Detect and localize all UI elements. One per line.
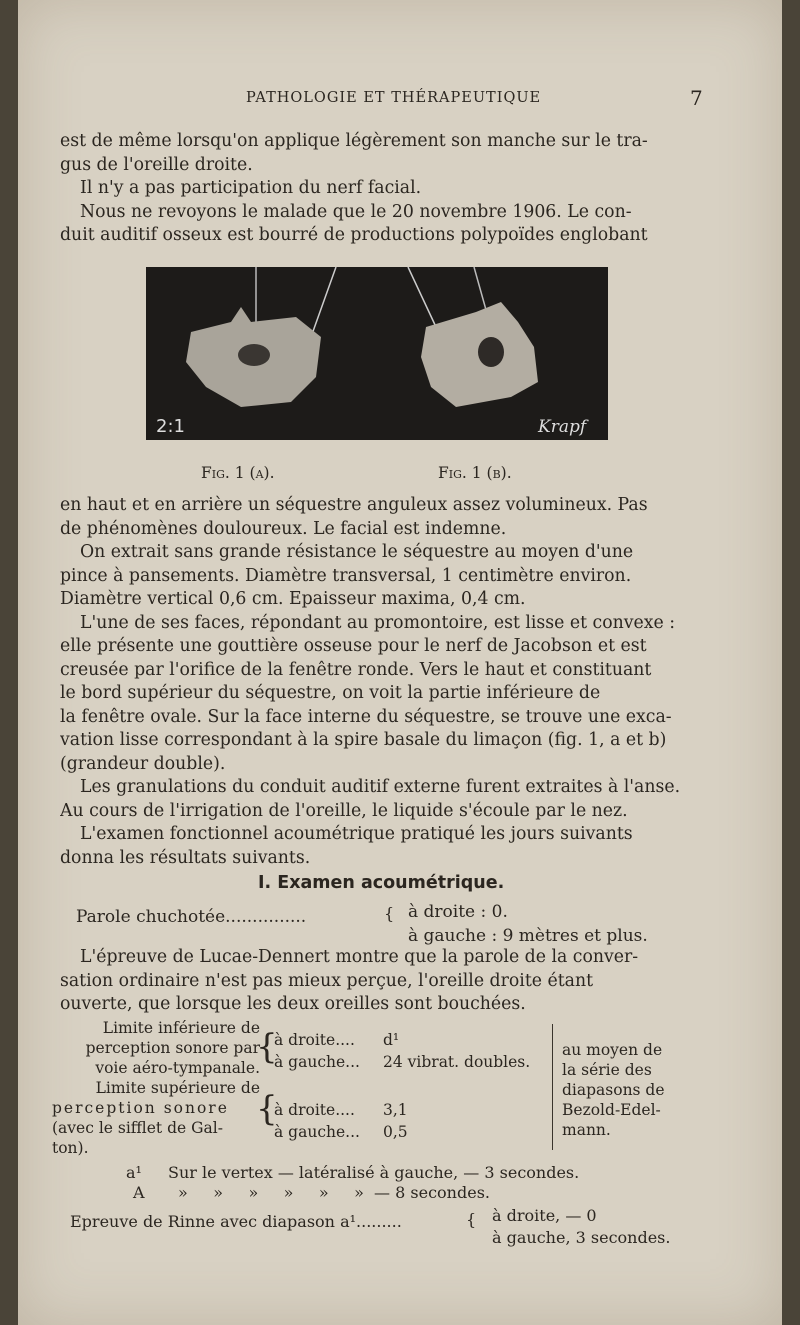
paragraph-intro bbox=[60, 130, 700, 248]
text-line: est de même lorsqu'on applique légèrement son manche sur le tra- bbox=[60, 131, 648, 151]
text-line: gus de l'oreille droite. bbox=[60, 154, 253, 175]
vertex-row-2: » » » » » » — 8 secondes. bbox=[178, 1183, 490, 1202]
lower-right-value: d¹ bbox=[383, 1031, 400, 1049]
text-line: Diamètre vertical 0,6 cm. Epaisseur maxima, 0,4 cm. bbox=[60, 589, 526, 609]
running-header: PATHOLOGIE ET THÉRAPEUTIQUE bbox=[246, 90, 542, 106]
upper-left: à gauche... bbox=[274, 1123, 360, 1141]
text-line: ouverte, que lorsque les deux oreilles sont bouchées. bbox=[60, 994, 526, 1014]
brace: { bbox=[256, 1027, 278, 1067]
vertex-row-1: Sur le vertex — latéralisé à gauche, — 3 secondes. bbox=[168, 1163, 580, 1182]
lower-limit-label bbox=[52, 1018, 260, 1078]
text-line: L'une de ses faces, répondant au promontoire, est lisse et convexe : bbox=[80, 612, 676, 633]
text-line: mann. bbox=[562, 1121, 611, 1139]
upper-right-value: 3,1 bbox=[383, 1101, 408, 1119]
text-line: On extrait sans grande résistance le séquestre au moyen d'une bbox=[80, 542, 634, 562]
brace-right bbox=[542, 1024, 553, 1150]
brace: { bbox=[466, 1210, 477, 1229]
text-line: (avec le sifflet de Gal- bbox=[52, 1119, 223, 1137]
brace: { bbox=[256, 1089, 278, 1129]
text-line: (grandeur double). bbox=[60, 753, 226, 774]
text-line: en haut et en arrière un séquestre anguleux assez volumineux. Pas bbox=[60, 495, 648, 515]
text-line: Au cours de l'irrigation de l'oreille, le liquide s'écoule par le nez. bbox=[60, 800, 628, 821]
text-line: Il n'y a pas participation du nerf facial. bbox=[80, 178, 422, 198]
text-line: Bezold-Edel- bbox=[562, 1101, 661, 1119]
bone-fragments-image bbox=[146, 267, 608, 440]
text-line: perception sonore bbox=[52, 1099, 229, 1117]
upper-left-value: 0,5 bbox=[383, 1123, 408, 1141]
text-line: de phénomènes douloureux. Le facial est indemne. bbox=[60, 518, 507, 539]
rinne-label: Epreuve de Rinne avec diapason a¹......... bbox=[70, 1212, 402, 1231]
text-line: au moyen de bbox=[562, 1041, 663, 1059]
paragraph-description bbox=[60, 494, 700, 870]
text-line: Limite inférieure de bbox=[102, 1019, 260, 1037]
text-line: creusée par l'orifice de la fenêtre ronde. Vers le haut et constituant bbox=[60, 659, 652, 680]
text-line: Limite supérieure de bbox=[95, 1079, 260, 1097]
text-line: la série des bbox=[562, 1061, 652, 1079]
document-page bbox=[18, 0, 782, 1325]
lower-left-value: 24 vibrat. doubles. bbox=[383, 1053, 531, 1071]
text-line: L'examen fonctionnel acoumétrique pratiqué les jours suivants bbox=[80, 824, 633, 844]
text-line: Les granulations du conduit auditif externe furent extraites à l'anse. bbox=[80, 777, 681, 797]
upper-right: à droite.... bbox=[274, 1101, 355, 1119]
parole-right: à droite : 0. bbox=[408, 902, 508, 922]
parole-text: Parole chuchotée bbox=[76, 907, 226, 927]
figure-caption-b: Fig. 1 (b). bbox=[438, 464, 512, 482]
scale-label: 2:1 bbox=[156, 416, 185, 437]
leader-dots: ............... bbox=[225, 907, 307, 927]
text-line: donna les résultats suivants. bbox=[60, 847, 311, 868]
text-line: L'épreuve de Lucae-Dennert montre que la parole de la conver- bbox=[80, 947, 639, 967]
text-line: le bord supérieur du séquestre, on voit la partie inférieure de bbox=[60, 683, 601, 703]
rinne-right: à droite, — 0 bbox=[492, 1206, 597, 1225]
text-line: sation ordinaire n'est pas mieux perçue, l'oreille droite étant bbox=[60, 970, 594, 991]
text-line: pince à pansements. Diamètre transversal, 1 centimètre environ. bbox=[60, 565, 632, 586]
artist-signature: Krapf bbox=[538, 417, 587, 437]
vertex-key-1: a¹ bbox=[126, 1163, 142, 1182]
page-number: 7 bbox=[690, 86, 703, 110]
sequestrum-photo bbox=[146, 267, 608, 440]
diapason-note bbox=[562, 1040, 712, 1140]
lower-left: à gauche... bbox=[274, 1053, 360, 1071]
brace: { bbox=[384, 904, 395, 923]
rinne-left: à gauche, 3 secondes. bbox=[492, 1228, 671, 1247]
figure-caption-a: Fig. 1 (a). bbox=[201, 464, 275, 482]
text-line: duit auditif osseux est bourré de productions polypoïdes englobant bbox=[60, 225, 648, 245]
text-line: voie aéro-tympanale. bbox=[95, 1059, 260, 1077]
text-line: diapasons de bbox=[562, 1081, 665, 1099]
text-line: Nous ne revoyons le malade que le 20 novembre 1906. Le con- bbox=[80, 201, 632, 222]
text-line: perception sonore par bbox=[85, 1039, 260, 1057]
upper-limit-label bbox=[52, 1078, 260, 1158]
parole-left: à gauche : 9 mètres et plus. bbox=[408, 926, 648, 946]
text-line: ton). bbox=[52, 1139, 89, 1157]
text-line: la fenêtre ovale. Sur la face interne du séquestre, se trouve une exca- bbox=[60, 706, 672, 727]
text-line: elle présente une gouttière osseuse pour le nerf de Jacobson et est bbox=[60, 636, 647, 656]
parole-label bbox=[76, 907, 306, 927]
text-line: vation lisse correspondant à la spire basale du limaçon (fig. 1, a et b) bbox=[60, 730, 667, 750]
lower-right: à droite.... bbox=[274, 1031, 355, 1049]
section-title: I. Examen acoumétrique. bbox=[258, 873, 505, 893]
vertex-key-2: A bbox=[133, 1183, 145, 1202]
paragraph-lucae bbox=[60, 946, 700, 1017]
